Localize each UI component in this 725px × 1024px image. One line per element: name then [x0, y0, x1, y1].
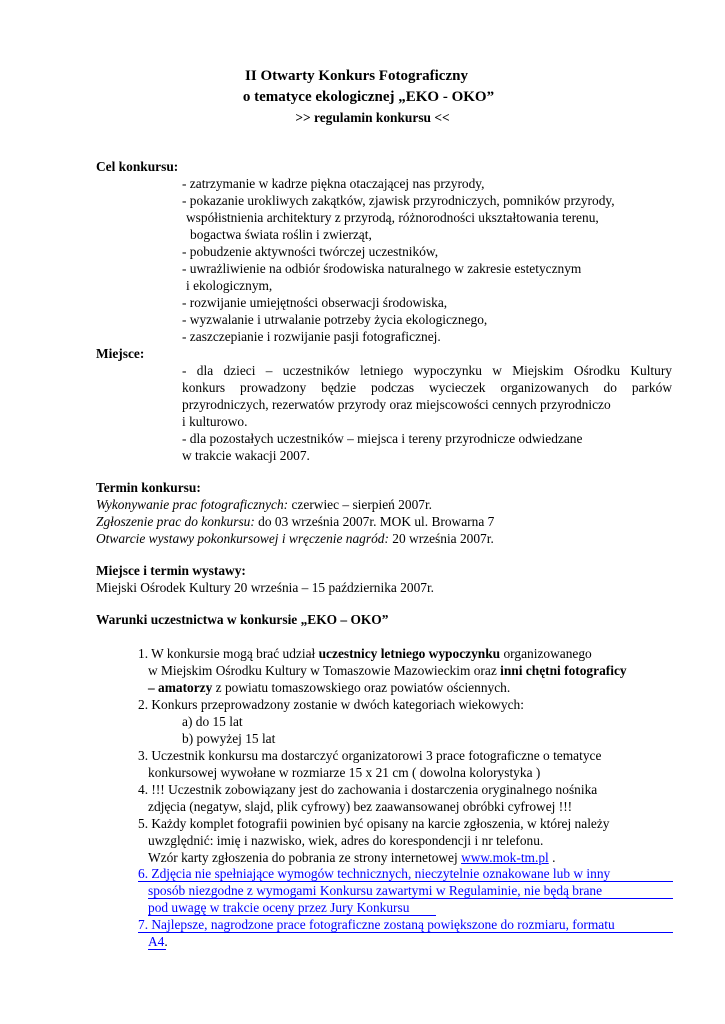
warunki-item-2: 2. Konkurs przeprowadzony zostanie w dwóch kategoriach wiekowych:: [138, 697, 524, 712]
cel-line: bogactwa świata roślin i zwierząt,: [190, 227, 372, 242]
section-heading-wystawa: Miejsce i termin wystawy:: [96, 563, 246, 578]
miejsce-line: w trakcie wakacji 2007.: [182, 448, 310, 463]
text-span: w Miejskim Ośrodku Kultury w Tomaszowie Mazowieckim oraz: [148, 663, 501, 678]
cel-line: - pokazanie urokliwych zakątków, zjawisk przyrodniczych, pomników przyrody,: [182, 193, 615, 208]
cel-line: - rozwijanie umiejętności obserwacji środowiska,: [182, 295, 448, 310]
underline: [138, 932, 673, 933]
age-category-b: b) powyżej 15 lat: [182, 731, 276, 746]
bold-span: – amatorzy: [148, 680, 213, 695]
termin-item: [96, 497, 432, 513]
cel-line: - pobudzenie aktywności twórczej uczestników,: [182, 244, 439, 259]
cel-line: i ekologicznym,: [186, 278, 273, 293]
text-span: z powiatu tomaszowskiego oraz powiatów ościennych.: [212, 680, 511, 695]
miejsce-line: przyrodniczych, rezerwatów przyrody oraz miejscowości cennych przyrodniczo: [182, 397, 611, 412]
section-heading-cel: Cel konkursu:: [96, 159, 179, 174]
termin-item: [96, 531, 494, 547]
document-title-line2: o tematyce ekologicznej „EKO - OKO”: [242, 89, 495, 105]
miejsce-line: i kulturowo.: [182, 414, 248, 429]
warunki-item-6-line2: sposób niezgodne z wymogami Konkursu zawartymi w Regulaminie, nie będą brane: [148, 883, 603, 898]
text-span: .: [548, 850, 556, 865]
warunki-item-3: 3. Uczestnik konkursu ma dostarczyć organizatorowi 3 prace fotograficzne o tematyce: [138, 748, 602, 763]
cel-line: - zaszczepianie i rozwijanie pasji fotograficznej.: [182, 329, 441, 344]
termin-label: Otwarcie wystawy pokonkursowej i wręczenie nagród:: [96, 531, 389, 546]
termin-item: [96, 514, 494, 530]
warunki-item-1-line2: [148, 663, 627, 679]
website-link[interactable]: www.mok-tm.pl: [461, 850, 549, 865]
cel-line: - uwrażliwienie na odbiór środowiska naturalnego w zakresie estetycznym: [182, 261, 582, 276]
wystawa-text: Miejski Ośrodek Kultury 20 września – 15 października 2007r.: [96, 580, 435, 595]
document-title: II Otwarty Konkurs Fotograficzny: [245, 68, 468, 84]
warunki-item-7: 7. Najlepsze, nagrodzone prace fotograficzne zostaną powiększone do rozmiaru, formatu: [138, 917, 615, 932]
bold-span: inni chętni fotograficy: [500, 663, 627, 678]
miejsce-line: konkurs prowadzony będzie podczas wycieczek organizowanych do parków: [182, 380, 672, 395]
miejsce-line: - dla dzieci – uczestników letniego wypoczynku w Miejskim Ośrodku Kultury: [182, 363, 672, 378]
warunki-item-7-line2: [148, 934, 168, 950]
warunki-item-4-line2: zdjęcia (negatyw, slajd, plik cyfrowy) bez zaawansowanej obróbki cyfrowej !!!: [148, 799, 573, 814]
termin-label: Wykonywanie prac fotograficznych:: [96, 497, 289, 512]
warunki-item-5-line2: uwzględnić: imię i nazwisko, wiek, adres do korespondencji i nr telefonu.: [148, 833, 544, 848]
cel-line: - wyzwalanie i utrwalanie potrzeby życia ekologicznego,: [182, 312, 488, 327]
termin-value: do 03 września 2007r. MOK ul. Browarna 7: [254, 514, 495, 529]
underline: [148, 898, 673, 899]
warunki-item-1: [138, 646, 592, 662]
warunki-item-4: 4. !!! Uczestnik zobowiązany jest do zachowania i dostarczenia oryginalnego nośnika: [138, 782, 598, 797]
section-heading-termin: Termin konkursu:: [96, 480, 201, 495]
text-span: .: [164, 934, 168, 949]
underline: [148, 915, 436, 916]
age-category-a: a) do 15 lat: [182, 714, 243, 729]
warunki-item-5-line3: [148, 850, 555, 866]
text-span: Wzór karty zgłoszenia do pobrania ze strony internetowej: [148, 850, 462, 865]
text-span: 1. W konkursie mogą brać udział: [138, 646, 319, 661]
miejsce-line: - dla pozostałych uczestników – miejsca i tereny przyrodnicze odwiedzane: [182, 431, 583, 446]
termin-value: 20 września 2007r.: [388, 531, 494, 546]
warunki-item-3-line2: konkursowej wywołane w rozmiarze 15 x 21 cm ( dowolna kolorystyka ): [148, 765, 541, 780]
cel-line: współistnienia architektury z przyrodą, różnorodności ukształtowania terenu,: [186, 210, 599, 225]
text-span: organizowanego: [500, 646, 592, 661]
underline: [148, 949, 166, 950]
warunki-item-1-line3: [148, 680, 510, 696]
warunki-item-6: 6. Zdjęcia nie spełniające wymogów technicznych, nieczytelnie oznakowane lub w inny: [138, 866, 611, 881]
underline: [138, 881, 673, 882]
section-heading-warunki: Warunki uczestnictwa w konkursie „EKO – OKO”: [96, 612, 389, 627]
cel-line: - zatrzymanie w kadrze piękna otaczającej nas przyrody,: [182, 176, 485, 191]
document-subtitle: >> regulamin konkursu <<: [295, 110, 450, 125]
warunki-item-6-line3: pod uwagę w trakcie oceny przez Jury Konkursu: [148, 900, 410, 915]
section-heading-miejsce: Miejsce:: [96, 346, 145, 361]
warunki-item-5: 5. Każdy komplet fotografii powinien być opisany na karcie zgłoszenia, w której należy: [138, 816, 610, 831]
termin-label: Zgłoszenie prac do konkursu:: [96, 514, 255, 529]
bold-span: uczestnicy letniego wypoczynku: [318, 646, 501, 661]
text-span: A4: [148, 934, 165, 949]
termin-value: czerwiec – sierpień 2007r.: [288, 497, 433, 512]
